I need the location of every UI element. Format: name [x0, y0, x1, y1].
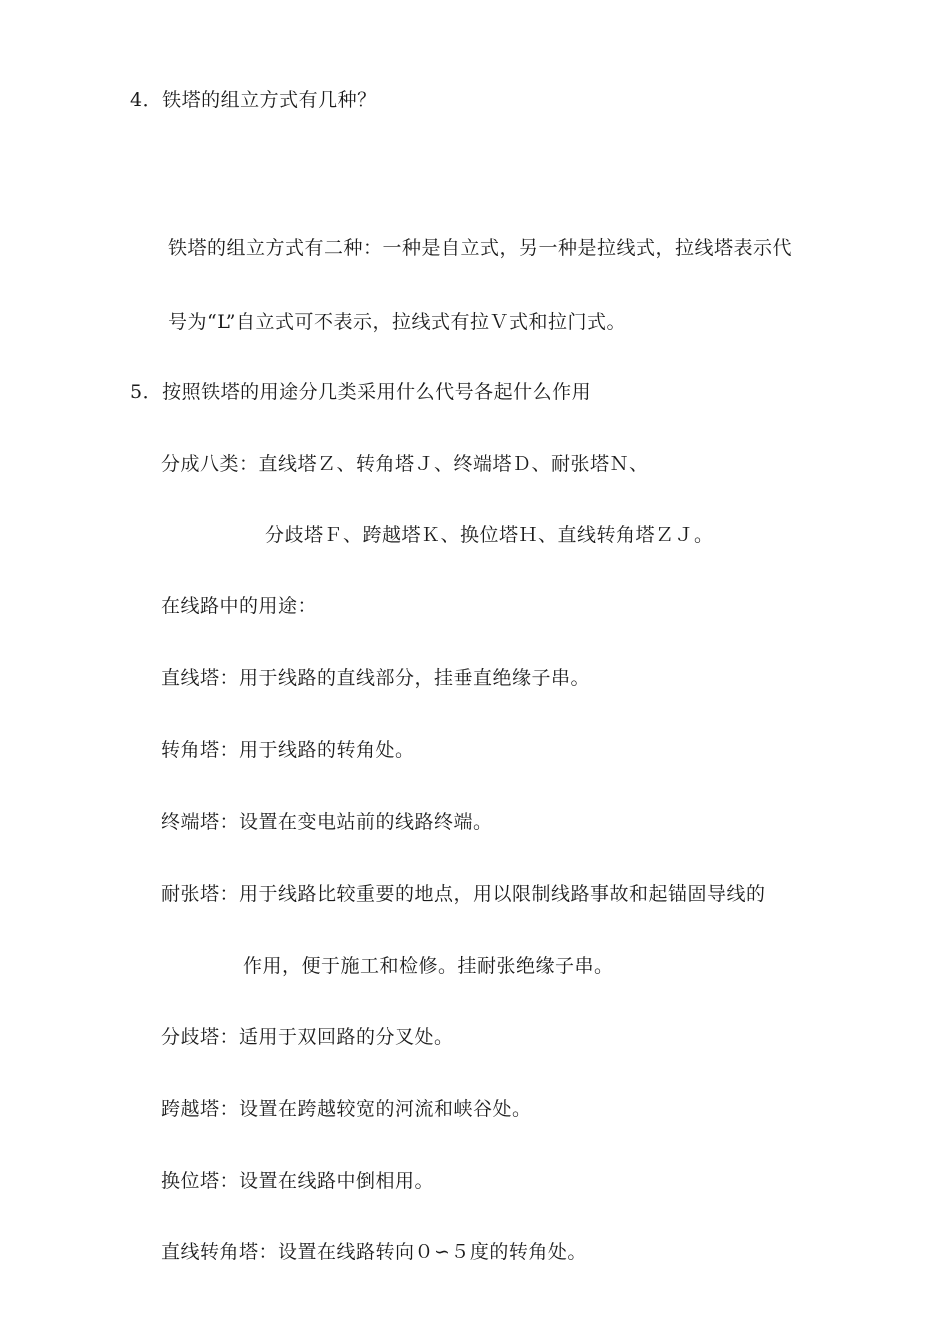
tower-types-line-2: 分歧塔Ｆ、跨越塔Ｋ、换位塔Ｈ、直线转角塔ＺＪ。 — [265, 524, 714, 546]
usage-branch-tower: 分歧塔：适用于双回路的分叉处。 — [161, 1026, 454, 1048]
usage-heading: 在线路中的用途： — [161, 595, 318, 617]
usage-terminal-tower: 终端塔：设置在变电站前的线路终端。 — [161, 811, 493, 833]
question-4-answer-line-2: 号为“L”自立式可不表示，拉线式有拉Ｖ式和拉门式。 — [168, 311, 626, 333]
question-5-title: 5．按照铁塔的用途分几类采用什么代号各起什么作用 — [130, 381, 592, 403]
usage-angle-tower: 转角塔：用于线路的转角处。 — [161, 739, 415, 761]
question-4-answer-line-1: 铁塔的组立方式有二种：一种是自立式，另一种是拉线式，拉线塔表示代 — [168, 237, 793, 259]
usage-straight-tower: 直线塔：用于线路的直线部分，挂垂直绝缘子串。 — [161, 667, 591, 689]
usage-transposition-tower: 换位塔：设置在线路中倒相用。 — [161, 1170, 435, 1192]
tower-types-line-1: 分成八类：直线塔Ｚ、转角塔Ｊ、终端塔Ｄ、耐张塔Ｎ、 — [161, 453, 649, 475]
question-4-title: 4．铁塔的组立方式有几种？ — [130, 89, 377, 111]
usage-straight-angle-tower: 直线转角塔：设置在线路转向０∽５度的转角处。 — [161, 1241, 587, 1263]
usage-tension-tower: 耐张塔：用于线路比较重要的地点，用以限制线路事故和起锚固导线的 — [161, 883, 766, 905]
usage-crossing-tower: 跨越塔：设置在跨越较宽的河流和峡谷处。 — [161, 1098, 532, 1120]
usage-tension-tower-continued: 作用，便于施工和检修。挂耐张绝缘子串。 — [243, 955, 614, 977]
